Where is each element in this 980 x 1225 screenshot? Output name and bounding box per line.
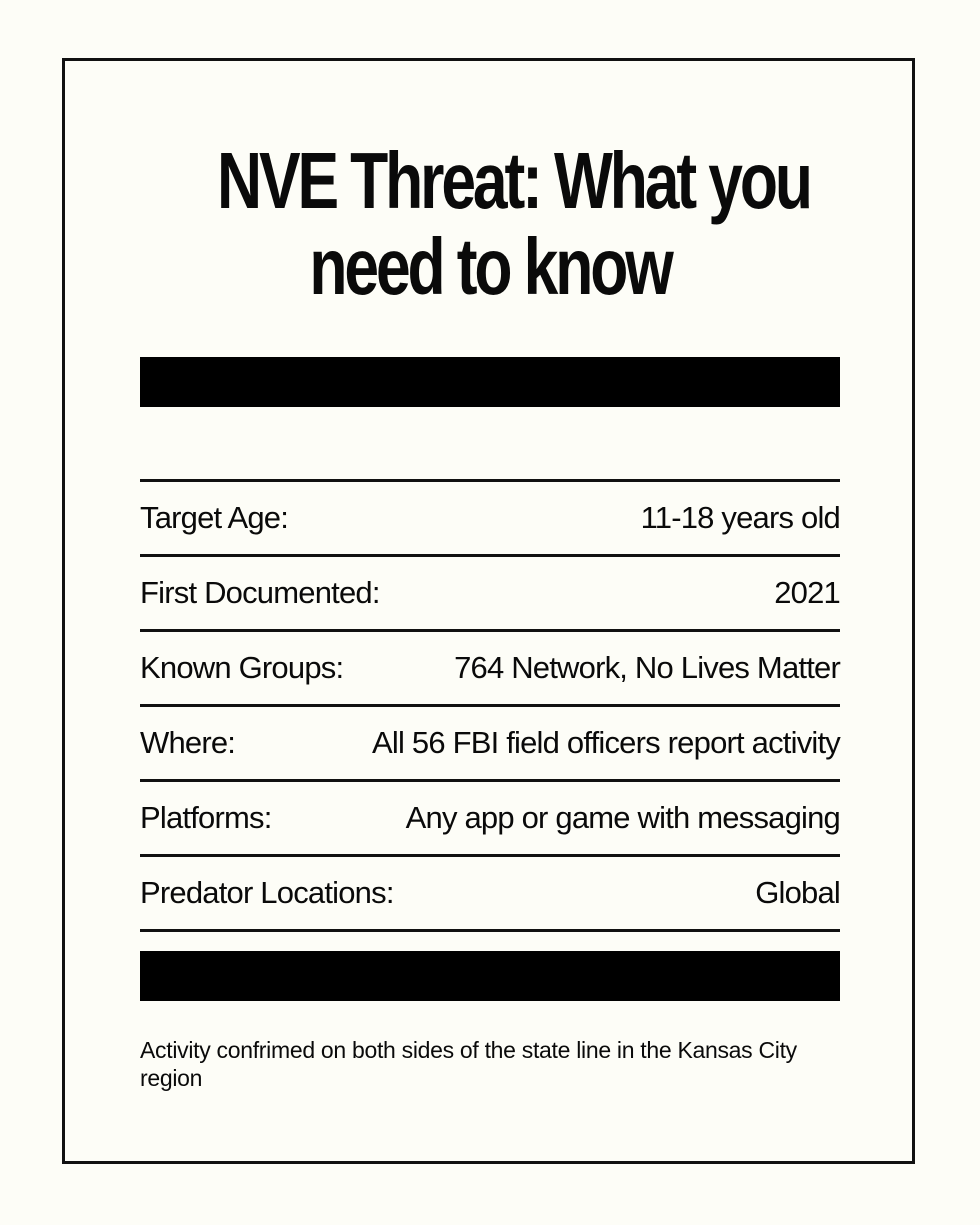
fact-row-known-groups xyxy=(140,632,840,707)
page-title-line-1: NVE Threat: What you xyxy=(217,136,810,225)
fact-value: All 56 FBI field officers report activity xyxy=(372,725,840,760)
fact-label: Known Groups: xyxy=(140,650,344,685)
footnote-text: Activity confrimed on both sides of the state line in the Kansas City region xyxy=(140,1037,797,1091)
fact-row-predator-locations xyxy=(140,857,840,932)
page-title xyxy=(217,136,810,311)
fact-label: First Documented: xyxy=(140,575,380,610)
fact-value: Any app or game with messaging xyxy=(405,800,840,835)
fact-label: Predator Locations: xyxy=(140,875,394,910)
fact-label: Platforms: xyxy=(140,800,272,835)
fact-value: 764 Network, No Lives Matter xyxy=(454,650,840,685)
fact-row-first-documented xyxy=(140,557,840,632)
fact-row-where xyxy=(140,707,840,782)
fact-label: Where: xyxy=(140,725,236,760)
fact-value: Global xyxy=(755,875,840,910)
fact-row-target-age xyxy=(140,482,840,557)
fact-label: Target Age: xyxy=(140,500,289,535)
bottom-divider-bar xyxy=(140,951,840,1001)
top-divider-bar xyxy=(140,357,840,407)
page-title-line-2: need to know xyxy=(309,222,671,311)
fact-value: 11-18 years old xyxy=(640,500,840,535)
facts-table xyxy=(140,479,840,932)
fact-row-platforms xyxy=(140,782,840,857)
fact-value: 2021 xyxy=(774,575,840,610)
